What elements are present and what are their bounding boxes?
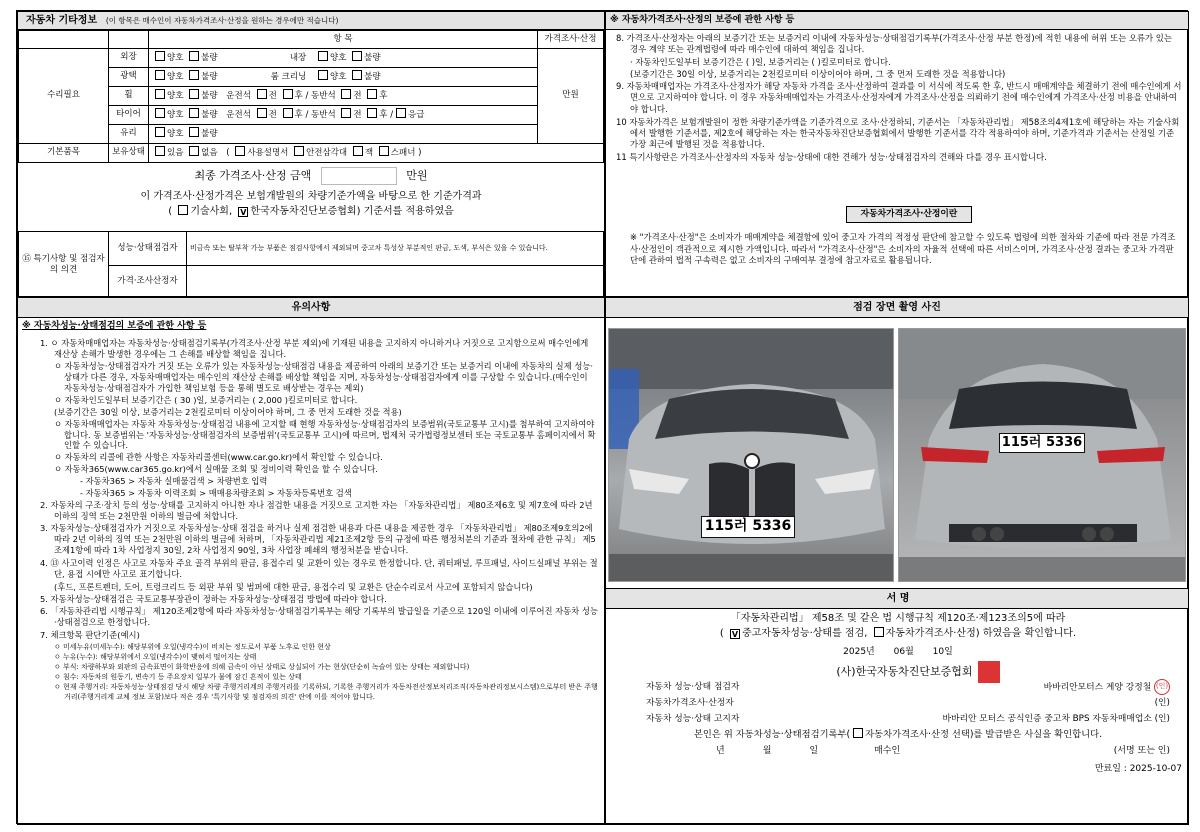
row-tire: 타이어: [109, 106, 149, 125]
section-header: [18, 12, 604, 30]
inspector-value: 바바리안모터스 계양 강정철: [1043, 682, 1152, 693]
sign-month: 06월: [893, 647, 914, 657]
sign-row-notifier: [606, 711, 1189, 727]
confirm-text: 본인은 위 자동차성능·상태점검기록부(: [693, 729, 851, 740]
checkbox[interactable]: [178, 205, 188, 215]
checkbox[interactable]: [189, 146, 199, 156]
item-8-sub1: · 자동차인도일부터 보증기간은 ( )일, 보증거리는 ( )킬로미터로 합니다.: [630, 57, 891, 68]
checkbox[interactable]: [155, 89, 165, 99]
basic-group: 기본품목: [19, 144, 109, 163]
checkbox[interactable]: [155, 51, 165, 61]
note-7b: ㅇ 누유(누수): 해당부위에서 오일(냉각수)이 맺혀서 떨어지는 상태: [54, 653, 257, 662]
price-guarantee-section: [605, 11, 1189, 297]
checkbox[interactable]: [352, 51, 362, 61]
inspection-record-page: [16, 10, 1188, 824]
inspector-label: 자동차 성능·상태 점검자: [646, 682, 740, 692]
pricer-seal: (인): [1154, 698, 1170, 708]
seal-icon: (인): [1154, 679, 1170, 695]
note-4b: (후드, 프론트펜더, 도어, 트렁크리드 등 외판 부위 및 범퍼에 대한 판금, 용접수리 및 교환은 단순수리로서 사고에 포함되지 않습니다): [54, 581, 533, 592]
sign-year: 2025년: [843, 647, 875, 657]
buyer-year: 년: [716, 746, 725, 756]
front-car-photo: [608, 328, 894, 582]
checkbox[interactable]: [189, 127, 199, 137]
box-text: ※ "가격조사·산정"은 소비자가 매매계약을 체결함에 있어 중고자 가격의 적정성 판단에 참고할 수 있도록 법령에 의한 절차와 기준에 따라 전문 가격조사·산정인이 객관적으로 제시한 가액입니다. 따라서 "가격조사·산정"은 소비자의 자율적 선택에 따른 서비스이며, 가격조사·산정 결과는 중고차 가격판단에 관하여 법적 구속력은 없고 소비자의 구매여부 결정에 참고자료로 활용됩니다.: [630, 232, 1176, 266]
pricer-label: 자동차가격조사·산정자: [646, 698, 734, 708]
sign-statement: 「자동차관리법」 제58조 및 같은 법 시행규칙 제120조·제123조의5에 따라 ( V중고자동차성능·상태를 점검, 자동차가격조사·산정) 하였음을 확인합니다.: [606, 609, 1189, 641]
guarantee-list: [606, 30, 1188, 163]
checkbox[interactable]: [294, 146, 304, 156]
final-price-input[interactable]: [321, 167, 397, 185]
section-header: [606, 12, 1188, 30]
special-notes-table: [18, 231, 604, 297]
standard-text: 이 가격조사·산정가격은 보험개발원의 차량기준가액을 바탕으로 한 기준가격과: [140, 191, 482, 202]
signature-block: [606, 588, 1189, 777]
buyer-day: 일: [809, 746, 819, 756]
row-room-cleaning: 룸 크리닝: [270, 72, 307, 83]
checkbox[interactable]: [257, 108, 267, 118]
front-license-plate: 115러 5336: [701, 516, 795, 538]
checkbox[interactable]: [283, 89, 293, 99]
notifier-label: 자동차 성능·상태 고지자: [646, 714, 740, 724]
note-1c2: (보증기간은 30일 이상, 보증거리는 2천킬로미터 이상이어야 하며, 그 중 먼저 도래한 것을 적용): [54, 406, 402, 417]
buyer-sign[interactable]: (서명 또는 인): [1113, 746, 1170, 756]
owned-status: 보유상태: [109, 144, 149, 163]
item-11: 11 특기사항란은 가격조사·산정자의 자동차 성능·상태에 대한 견해가 성능·상태점검자의 견해와 다를 경우 표시합니다.: [616, 151, 1047, 162]
note-7a: ㅇ 미세누유(미세누수): 해당부위에 오일(냉각수)이 비치는 정도로서 부품 노후로 인한 현상: [54, 643, 331, 652]
perf-inspector-note: 비금속 또는 탈부착 가능 부품은 점검사항에서 제외되며 중고차 특성상 부분적인 판금, 도색, 부식은 있을 수 있습니다.: [187, 232, 604, 266]
sign-line1: 「자동차관리법」 제58조 및 같은 법 시행규칙 제120조·제123조의5에 따라: [730, 613, 1066, 624]
checkbox[interactable]: [318, 51, 328, 61]
note-5: 5. 자동차성능·상태점검은 국토교통부장관이 정하는 자동차성능·상태점검 방법에 따라야 합니다.: [40, 593, 387, 604]
rear-car-illustration: [899, 329, 1186, 582]
checkbox[interactable]: [155, 127, 165, 137]
row-interior: 내장: [289, 53, 307, 64]
association-name: (사)한국자동차진단보증협회: [836, 665, 973, 678]
checkbox[interactable]: [189, 89, 199, 99]
perf-inspector-label: 성능·상태점검자: [109, 232, 187, 266]
checkbox[interactable]: [874, 627, 884, 637]
price-inspector-label: 가격·조사산정자: [109, 266, 187, 298]
buyer-label: 매수인: [874, 746, 901, 756]
checkbox[interactable]: [155, 146, 165, 156]
item-8-sub2: (보증기간은 30일 이상, 보증거리는 2천킬로미터 이상이어야 하며, 그 중 먼저 도래한 것을 적용합니다): [630, 69, 1006, 80]
note-1c: ㅇ 자동차인도일부터 보증기간은 ( 30 )일, 보증거리는 ( 2,000 )킬로미터로 합니다.: [54, 394, 358, 405]
section-title: ※ 자동차가격조사·산정의 보증에 관한 사항 등: [610, 15, 795, 25]
checkbox[interactable]: [367, 89, 377, 99]
checkbox[interactable]: [155, 70, 165, 80]
expiry: 만료일 : 2025-10-07: [1094, 764, 1182, 774]
buyer-month: 월: [762, 746, 772, 756]
notes-list: [18, 336, 604, 702]
note-6: 6. 「자동차관리법 시행규칙」 제120조제2항에 따라 자동차성능·상태점검기록부는 해당 기록부의 발급일을 기준으로 120일 이내에 이루어진 자동차 성능·상태점검으로 한정합니다.: [40, 606, 598, 628]
front-car-illustration: [609, 329, 894, 582]
vehicle-extra-info-section: [17, 11, 605, 297]
rear-license-plate: 115러 5336: [999, 433, 1085, 453]
note-7d: ㅇ 침수: 자동차의 원동기, 변속기 등 주요장치 일부가 물에 잠긴 흔적이 있는 상태: [54, 673, 302, 682]
row-wheel: 휠: [109, 87, 149, 106]
note-7c: ㅇ 부식: 차량하부와 외판의 금속표면이 화학반응에 의해 금속이 아닌 상태로 상실되어 가는 현상(단순히 녹슬어 있는 상태는 제외합니다): [54, 663, 470, 672]
confirm-row: [606, 727, 1189, 743]
checkbox[interactable]: [189, 70, 199, 80]
final-price-label: 최종 가격조사·산정 금액: [194, 169, 312, 182]
buyer-row: [606, 743, 1189, 759]
checkbox-checked[interactable]: [730, 629, 740, 639]
section-note: (이 항목은 매수인이 자동차가격조사·산정을 원하는 경우에만 적습니다): [105, 16, 339, 25]
notes-title: 유의사항: [18, 298, 604, 318]
note-2: 2. 자동차의 구조·장치 등의 성능·상태를 고지하지 아니한 자나 점검한 내용을 거짓으로 고지한 자는 「자동차관리법」 제80조제6호 및 제7호에 따라 2년 이하의 징역 또는 2천만원 이하의 벌금에 처합니다.: [40, 499, 593, 521]
checkbox[interactable]: [353, 146, 363, 156]
box-title: 자동차가격조사·산정이란: [846, 206, 972, 223]
checkbox[interactable]: [352, 70, 362, 80]
checkbox-checked[interactable]: [238, 207, 248, 217]
notes-section: [17, 297, 605, 825]
notifier-value: 바바리안 모터스 공식인증 중고차 BPS 자동차매매업소: [942, 714, 1152, 724]
final-price-row: [18, 163, 604, 189]
row-gloss: 광택: [109, 68, 149, 87]
note-1h: - 자동차365 > 자동차 이력조회 > 매매용차량조회 > 자동차등록번호 검색: [80, 487, 352, 498]
checkbox[interactable]: [379, 146, 389, 156]
row-exterior: 외장: [109, 49, 149, 68]
association-seal-icon: [978, 661, 1000, 683]
final-price-unit: 만원: [406, 169, 428, 182]
checkbox[interactable]: [189, 51, 199, 61]
col-item: 항 목: [149, 31, 538, 49]
notes-subtitle: ※ 자동차성능·상태점검의 보증에 관한 사항 등: [22, 321, 207, 331]
sign-row-pricer: [606, 695, 1189, 711]
checkbox[interactable]: [396, 108, 406, 118]
row-glass: 유리: [109, 125, 149, 144]
checkbox[interactable]: [341, 108, 351, 118]
photo-title: 점검 장면 촬영 사진: [606, 298, 1188, 318]
note-1f: ㅇ 자동차365(www.car365.go.kr)에서 실매물 조회 및 정비이력 확인을 할 수 있습니다.: [54, 464, 378, 475]
item-8: 8. 가격조사·산정자는 아래의 보증기간 또는 보증거리 이내에 자동차성능·상태점검기록부(가격조사·산정 부분 한정)에 적힌 내용에 허위 또는 오류가 있는 경우 계약 또는 관계법령에 따라 매수인에 대하여 책임을 집니다.: [616, 33, 1172, 55]
note-7: 7. 체크항목 판단기준(예시): [40, 630, 140, 641]
repair-table: 항 목 가격조사·산정 수리필요 외장 양호 불량 내장 양호 불량 만원 광택 양호 불량 룸 크리닝 양호 불량 휠 양호 불량 운전석 전 후 / 동반석 전 후 타이어 양호 불량 운전석 전 후 / 동반석 전 후 / 응급 유리 양호 불량 기본품목 보유상태 있음 없음 ( 사용설명서 안전삼각대 잭 스패너 ): [18, 30, 604, 163]
note-1d: ㅇ 자동차매매업자는 자동차 자동차성능·상태점검 내용에 고지할 때 현행 자동차성능·상태점검자의 보증범위(국토교통부 고시)를 첨부하여 고지하여야 합니다. 동 보증범위는 '자동차성능·상태점검자의 보증범위'(국토교통부 고시)에 따르며, 법제처 국가법령정보센터 또는 국토교통부 홈페이지에서 확인할 수 있습니다.: [54, 418, 596, 451]
special-label: ⑮ 특기사항 및 점검자의 의견: [19, 232, 109, 298]
checkbox[interactable]: [318, 70, 328, 80]
note-4: 4. ⑬ 사고이력 인정은 사고로 자동차 주요 골격 부위의 판금, 용접수리 및 교환이 있는 경우로 한정합니다. 단, 쿼터패널, 루프패널, 사이드실패널 부위는 절단, 용접 시에만 사고로 표기합니다.: [40, 558, 598, 579]
checkbox[interactable]: [341, 89, 351, 99]
note-1g: - 자동차365 > 자동차 실매물검색 > 차량번호 입력: [80, 476, 268, 486]
checkbox[interactable]: [155, 108, 165, 118]
checkbox[interactable]: [367, 108, 377, 118]
section-title: 자동차 기타정보: [26, 15, 98, 26]
standard-statement: 이 가격조사·산정가격은 보험개발원의 차량기준가액을 바탕으로 한 기준가격과 ( 기술사회, V한국자동차진단보증협회) 기준서를 적용하였음: [18, 189, 604, 219]
note-1b: ㅇ 자동차성능·상태점검자가 거짓 또는 오류가 있는 자동차성능·상태점검 내용을 제공하여 아래의 보증기간 또는 보증거리 이내에 자동차의 실제 성능·상태가 다른 경우, 자동차매매업자는 매수인의 재산상 손해를 배상할 책임을 지며, 자동차성능·상태점검자에게 이를 구상할 수 있습니다.(매수인이 자동차성능·상태점검자가 가입한 책임보험 등을 통해 별도로 배상받는 경우는 제외): [54, 361, 594, 394]
sign-day: 10일: [932, 647, 953, 657]
item-9: 9. 자동차매매업자는 가격조사·산정자가 해당 자동차 가격을 조사·산정하여 결과를 이 서식에 적도록 한 후, 반드시 매매계약을 체결하기 전에 매수인에게 서면으로 고지하여야 합니다. 이 경우 자동차매매업자는 가격조사·산정자에게 가격조사·산정을 의뢰하기 전에 매수인에게 가격조사·산정 비용을 안내하여야 합니다.: [616, 81, 1182, 114]
rear-car-photo: [898, 328, 1186, 582]
checkbox[interactable]: [257, 89, 267, 99]
checkbox[interactable]: [283, 108, 293, 118]
photo-and-signature-section: [605, 297, 1189, 825]
note-3: 3. 자동차성능·상태점검자가 거짓으로 자동차성능·상태 점검을 하거나 실제 점검한 내용과 다른 내용을 제공한 경우 「자동차관리법」 제80조제9호의2에 따라 2년 이하의 징역 또는 2천만원 이하의 벌금에 처하며, 「자동차관리법 제21조제2항 등의 규정에 따른 행정처분의 기준과 절차에 관한 규칙」 제5조제1항에 따라 1차 사업정지 30일, 2차 사업정지 90일, 3차 사업장 폐쇄의 행정처분을 받습니다.: [40, 523, 596, 556]
note-1a: 1. ㅇ 자동차매매업자는 자동차성능·상태점검기록부(가격조사·산정 부분 제외)에 기재된 내용을 고지하지 아니하거나 거짓으로 고지함으로써 매수인에게 재산상 손해가 발생한 경우에는 그 손해를 배상할 책임을 집니다.: [40, 337, 589, 359]
checkbox[interactable]: [235, 146, 245, 156]
price-unit: 만원: [538, 49, 604, 144]
col-price: 가격조사·산정: [538, 31, 604, 49]
item-10: 10 자동차가격은 보험개발원이 정한 차량기준가액을 기준가격으로 조사·산정하되, 기준서는 「자동차관리법」 제58조의4제1호에 해당하는 자는 기술사회에서 발행한 기준서를, 제2호에 해당하는 자는 한국자동차진단보증협회에서 발행한 기준서를 각각 적용하여야 하며, 기준가격과 기준서는 산정일 기준 가장 최근에 발행된 것을 적용합니다.: [616, 116, 1180, 149]
checkbox[interactable]: [853, 728, 863, 738]
sign-row-inspector: [606, 679, 1189, 695]
price-inspector-note[interactable]: [187, 266, 604, 298]
confirm-text2: 자동차가격조사·산정 선택)를 발급받은 사실을 확인합니다.: [865, 729, 1103, 740]
repair-group: 수리필요: [19, 49, 109, 144]
note-1e: ㅇ 자동차의 리콜에 관한 사항은 자동차리콜센터(www.car.go.kr)에서 확인할 수 있습니다.: [54, 452, 383, 463]
sign-date: [606, 643, 1189, 661]
note-7e: ㅇ 현재 주행거리: 자동차성능·상태점검 당시 해당 차량 주행거리계의 주행거리를 기록하되, 기록한 주행거리가 자동차전산정보처리조직(자동차관리정보시스템)으로부터 받은 주행거리(주행거리계 교체 정보 포함)보다 적은 경우 '특기사항 및 점검자의 의견' 란에 이를 적어야 합니다.: [54, 683, 598, 701]
sign-title: 서 명: [606, 589, 1189, 609]
checkbox[interactable]: [189, 108, 199, 118]
notifier-seal: (인): [1154, 714, 1170, 724]
assoc-row: [606, 661, 1189, 679]
